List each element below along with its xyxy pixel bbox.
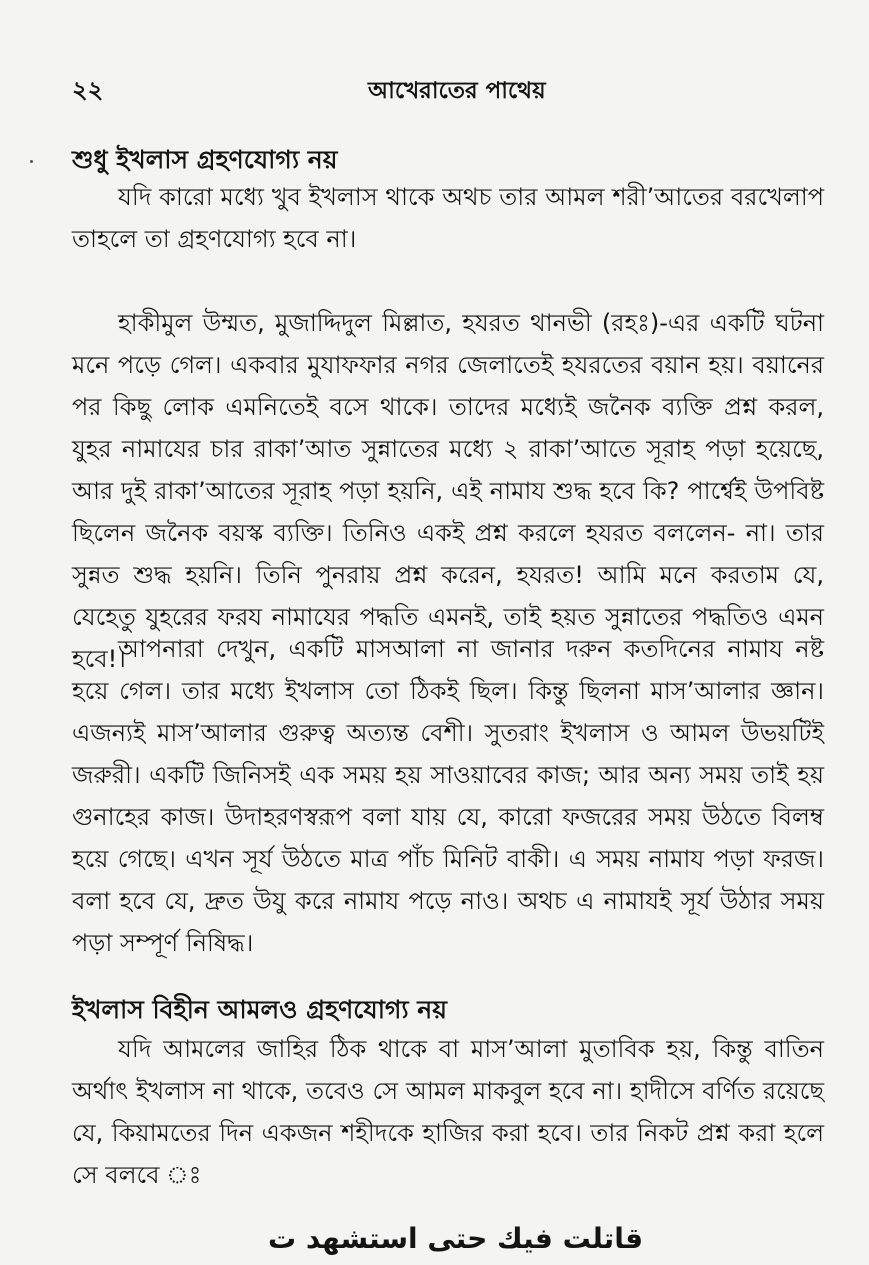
section-heading-1: শুধু ইখলাস গ্রহণযোগ্য নয় (72, 145, 338, 174)
arabic-quote: قاتلت فيك حتى استشهد ت (268, 1222, 644, 1255)
paragraph-2: হাকীমুল উম্মত, মুজাদ্দিদুল মিল্লাত, হযরত থানভী (রহঃ)-এর একটি ঘটনা মনে পড়ে গেল। একবার মুযাফফার নগর জেলাতেই হযরতের বয়ান হয়। বয়ানের পর কিছু লোক এমনিতেই বসে থাকে। তাদের মধ্যেই জনৈক ব্যক্তি প্রশ্ন করল, যুহর নামাযের চার রাকা’আত সুন্নাতের মধ্যে ২ রাকা’আতে সূরাহ পড়া হয়েছে, আর দুই রাকা’আতের সূরাহ পড়া হয়নি, এই নামায শুদ্ধ হবে কি? পার্শ্বেই উপবিষ্ট ছিলেন জনৈক বয়স্ক ব্যক্তি। তিনিও একই প্রশ্ন করলে হযরত বললেন- না। তার সুন্নত শুদ্ধ হয়নি। তিনি পুনরায় প্রশ্ন করেন, হযরত! আমি মনে করতাম যে, যেহেতু যুহরের ফরয নামাযের পদ্ধতি এমনই, তাই হয়ত সুন্নাতের পদ্ধতিও এমন হবে!। (72, 309, 824, 673)
running-title: আখেরাতের পাথেয় (368, 78, 546, 104)
paragraph-1: যদি কারো মধ্যে খুব ইখলাস থাকে অথচ তার আমল শরী’আতের বরখেলাপ তাহলে তা গ্রহণযোগ্য হবে না। (72, 183, 824, 253)
page-number: ২২ (72, 76, 104, 104)
paragraph-4: যদি আমলের জাহির ঠিক থাকে বা মাস’আলা মুতাবিক হয়, কিন্তু বাতিন অর্থাৎ ইখলাস না থাকে, তবেও সে আমল মাকবুল হবে না। হাদীসে বর্ণিত রয়েছে যে, কিয়ামতের দিন একজন শহীদকে হাজির করা হবে। তার নিকট প্রশ্ন করা হলে সে বলবে ঃ (72, 1035, 824, 1189)
section-heading-2: ইখলাস বিহীন আমলও গ্রহণযোগ্য নয় (72, 995, 447, 1024)
print-speck (30, 160, 33, 163)
page-header (72, 72, 832, 112)
paragraph-3: আপনারা দেখুন, একটি মাসআলা না জানার দরুন কতদিনের নামায নষ্ট হয়ে গেল। তার মধ্যে ইখলাস তো ঠিকই ছিল। কিন্তু ছিলনা মাস’আলার জ্ঞান। এজন্যই মাস’আলার গুরুত্ব অত্যন্ত বেশী। সুতরাং ইখলাস ও আমল উভয়টিই জরুরী। একটি জিনিসই এক সময় হয় সাওয়াবের কাজ; আর অন্য সময় তাই হয় গুনাহের কাজ। উদাহরণস্বরূপ বলা যায় যে, কারো ফজরের সময় উঠতে বিলম্ব হয়ে গেছে। এখন সূর্য উঠতে মাত্র পাঁচ মিনিট বাকী। এ সময় নামায পড়া ফরজ। বলা হবে যে, দ্রুত উযু করে নামায পড়ে নাও। অথচ এ নামাযই সূর্য উঠার সময় পড়া সম্পূর্ণ নিষিদ্ধ। (72, 635, 824, 957)
